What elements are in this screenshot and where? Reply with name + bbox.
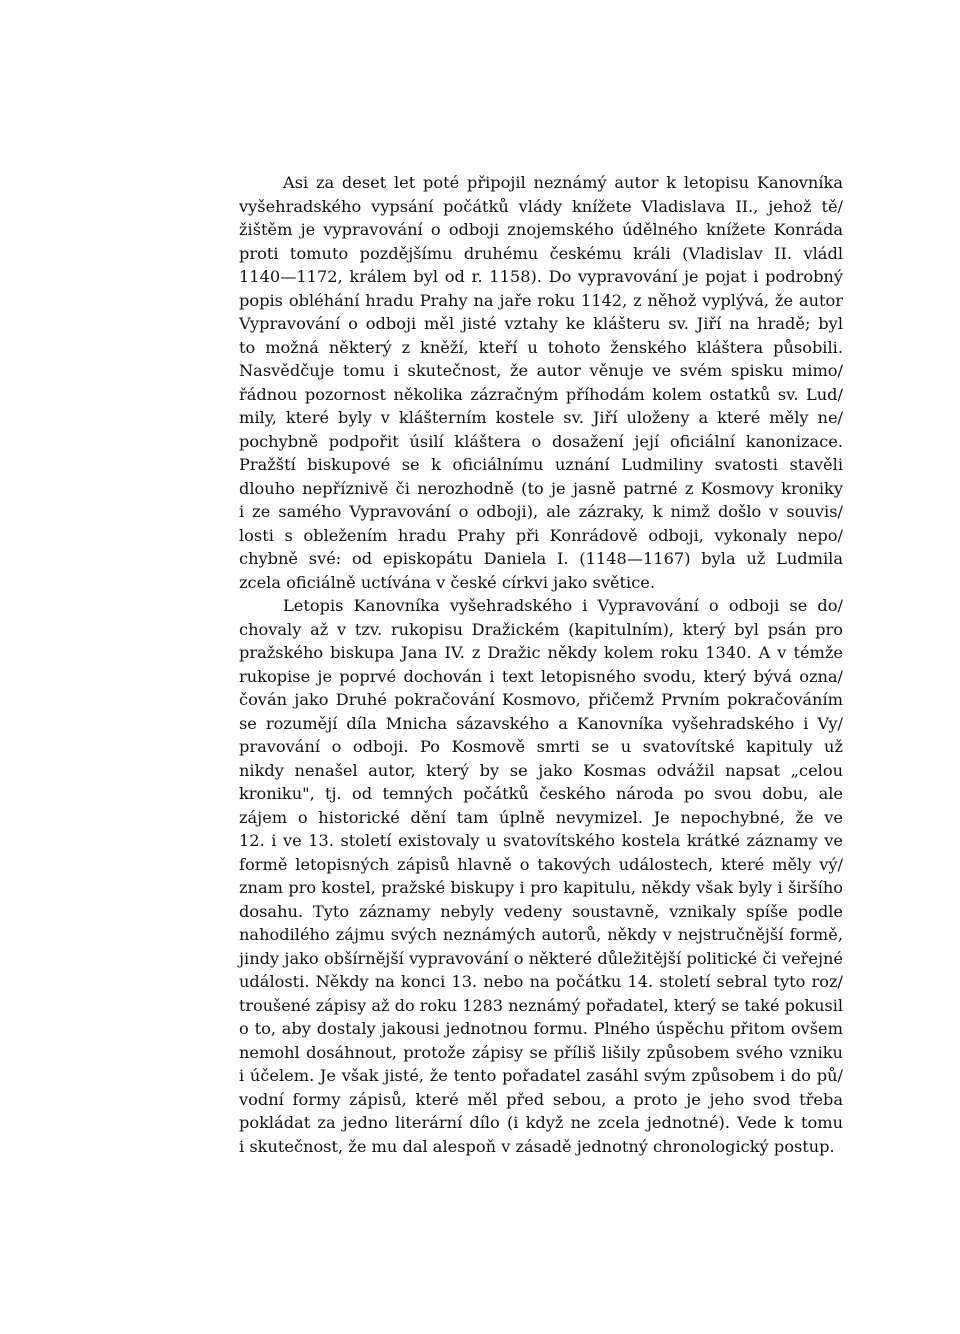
- text-line: čován jako Druhé pokračování Kosmovo, přičemž Prvním pokračováním: [239, 690, 843, 709]
- text-line: chybně své: od episkopátu Daniela I. (1148—1167) byla už Ludmila: [239, 549, 843, 568]
- paragraph: [239, 594, 843, 1158]
- text-line: zájem o historické dění tam úplně nevymizel. Je nepochybné, že ve: [239, 807, 843, 827]
- text-line: pochybně podpořit úsilí kláštera o dosažení její oficiální kanonizace.: [239, 431, 843, 451]
- text-line: dosahu. Tyto záznamy nebyly vedeny soustavně, vznikaly spíše podle: [239, 901, 843, 921]
- text-line: o to, aby dostaly jakousi jednotnou formu. Plného úspěchu přitom ovšem: [239, 1019, 843, 1038]
- text-line: Nasvědčuje tomu i skutečnost, že autor věnuje ve svém spisku mimo/: [239, 361, 843, 380]
- text-line: popis obléhání hradu Prahy na jaře roku 1142, z něhož vyplývá, že autor: [239, 290, 843, 310]
- text-line: dlouho nepříznivě či nerozhodně (to je jasně patrné z Kosmovy kroniky: [239, 478, 843, 498]
- text-line: troušené zápisy až do roku 1283 neznámý pořadatel, který se také pokusil: [239, 995, 843, 1015]
- text-line: nikdy nenašel autor, který by se jako Kosmas odvážil napsat „celou: [239, 760, 843, 780]
- body-text: [239, 171, 843, 1158]
- text-line: 12. i ve 13. století existovaly u svatovítského kostela krátké záznamy ve: [239, 831, 843, 850]
- text-line: to možná některý z kněží, kteří u tohoto ženského kláštera působili.: [239, 337, 843, 357]
- text-line: losti s obležením hradu Prahy při Konrádově odboji, vykonaly nepo/: [239, 525, 843, 545]
- text-line: formě letopisných zápisů hlavně o takových událostech, které měly vý/: [239, 854, 843, 874]
- text-line: Letopis Kanovníka vyšehradského i Vypravování o odboji se do/: [283, 596, 843, 615]
- text-line: žištěm je vypravování o odboji znojemského údělného knížete Konráda: [239, 220, 843, 239]
- text-line: pokládat za jedno literární dílo (i když ne zcela jednotné). Vede k tomu: [239, 1113, 843, 1132]
- text-line: Vypravování o odboji měl jisté vztahy ke klášteru sv. Jiří na hradě; byl: [239, 314, 843, 333]
- text-line: znam pro kostel, pražské biskupy i pro kapitulu, někdy však byly i širšího: [239, 878, 843, 897]
- text-line: vodní formy zápisů, které měl před sebou, a proto je jeho svod třeba: [239, 1089, 843, 1109]
- text-line: proti tomuto pozdějšímu druhému českému králi (Vladislav II. vládl: [239, 243, 843, 263]
- text-line: vyšehradského vypsání počátků vlády knížete Vladislava II., jehož tě/: [239, 196, 843, 216]
- text-line: chovaly až v tzv. rukopisu Dražickém (kapitulním), který byl psán pro: [239, 619, 843, 639]
- text-line: pražského biskupa Jana IV. z Dražic někdy kolem roku 1340. A v témže: [239, 643, 843, 662]
- text-line: události. Někdy na konci 13. nebo na počátku 14. století sebral tyto roz/: [239, 972, 843, 991]
- text-line: pravování o odboji. Po Kosmově smrti se u svatovítské kapituly už: [239, 737, 843, 756]
- paragraph: [239, 171, 843, 594]
- text-line: nemohl dosáhnout, protože zápisy se příliš lišily způsobem svého vzniku: [239, 1042, 843, 1062]
- text-line: kroniku", tj. od temných počátků českého národa po svou dobu, ale: [239, 784, 843, 803]
- text-line: i účelem. Je však jisté, že tento pořadatel zasáhl svým způsobem i do pů/: [239, 1066, 843, 1085]
- text-line: se rozumějí díla Mnicha sázavského a Kanovníka vyšehradského i Vy/: [239, 713, 843, 733]
- text-line: mily, které byly v klášterním kostele sv. Jiří uloženy a které měly ne/: [239, 408, 843, 427]
- text-line: i ze samého Vypravování o odboji), ale zázraky, k nimž došlo v souvis/: [239, 502, 843, 521]
- text-line: Asi za deset let poté připojil neznámý autor k letopisu Kanovníka: [283, 173, 843, 192]
- text-line: 1140—1172, králem byl od r. 1158). Do vypravování je pojat i podrobný: [239, 267, 843, 286]
- text-line: nahodilého zájmu svých neznámých autorů, někdy v nejstručnější formě,: [239, 925, 843, 944]
- text-line: rukopise je poprvé dochován i text letopisného svodu, který bývá ozna/: [239, 666, 843, 686]
- text-line: zcela oficiálně uctívána v české církvi jako světice.: [239, 572, 656, 592]
- text-line: jindy jako obšírnější vypravování o některé důležitější politické či veřejné: [239, 948, 843, 968]
- text-line: řádnou pozornost několika zázračným příhodám kolem ostatků sv. Lud/: [239, 384, 843, 404]
- text-line: i skutečnost, že mu dal alespoň v zásadě jednotný chronologický postup.: [239, 1136, 835, 1156]
- text-line: Pražští biskupové se k oficiálnímu uznání Ludmiliny svatosti stavěli: [239, 455, 843, 474]
